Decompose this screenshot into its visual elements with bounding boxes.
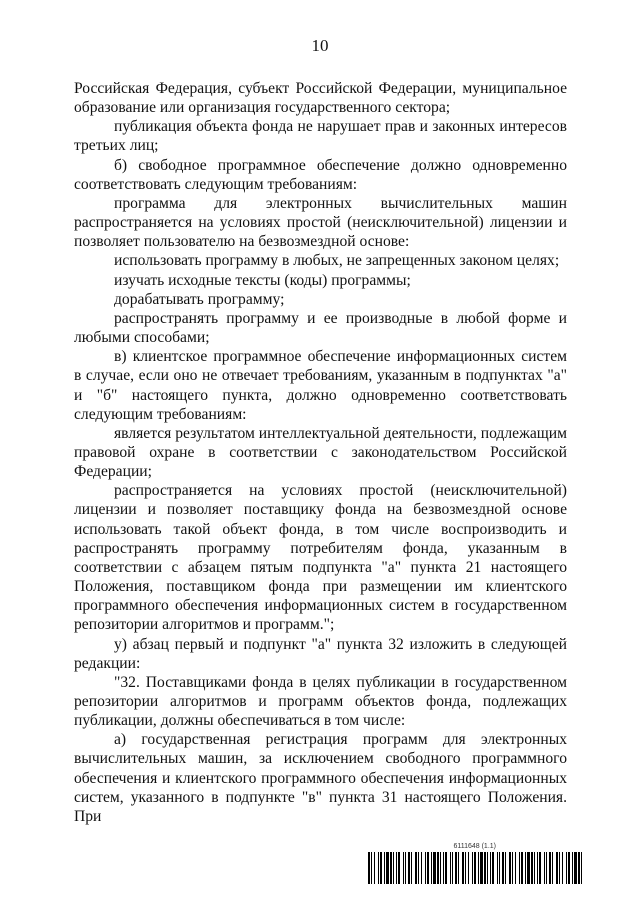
paragraph: публикация объекта фонда не нарушает прав и законных интересов третьих лиц; [74,118,567,155]
paragraph: в) клиентское программное обеспечение информационных систем в случае, если оно не отвечает требованиям, указанным в подпунктах "а" и "б" настоящего пункта, должно одновременно соответствовать следующим требованиям: [74,348,567,423]
barcode-block [368,843,584,884]
page-number: 10 [311,36,329,55]
paragraph: распространять программу и ее производные в любой форме и любыми способами; [74,309,567,347]
paragraph: у) абзац первый и подпункт "а" пункта 32 изложить в следующей редакции: [74,635,567,672]
barcode-icon [368,852,584,884]
paragraph: использовать программу в любых, не запрещенных законом целях; [114,252,560,270]
paragraph: распространяется на условиях простой (неисключительной) лицензии и позволяет поставщику фонда на безвозмездной основе использовать такой объект фонда, в том числе воспроизводить и распространять программу потребителям фонда, указанным в соответствии с абзацем пятым подпункта "а" пункта 21 настоящего Положения, поставщиком фонда при размещении им клиентского программного обеспечения информационных систем в государственном репозитории алгоритмов и программ."; [74,482,567,634]
body-text [74,79,567,826]
paragraph: а) государственная регистрация программ для электронных вычислительных машин, за исключением свободного программного обеспечения и клиентского программного обеспечения информационных систем, указанного в подпункте "в" пункта 31 настоящего Положения. При [74,731,567,825]
paragraph: б) свободное программное обеспечение должно одновременно соответствовать следующим требованиям: [74,156,567,193]
paragraph: программа для электронных вычислительных машин распространяется на условиях простой (неисключительной) лицензии и позволяет пользователю на безвозмездной основе: [74,194,567,251]
paragraph: Российская Федерация, субъект Российской Федерации, муниципальное образование или организация государственного сектора; [74,80,567,117]
paragraph: дорабатывать программу; [114,290,285,308]
paragraph: "32. Поставщиками фонда в целях публикации в государственном репозитории алгоритмов и программ объектов фонда, подлежащих публикации, должны обеспечиваться в том числе: [74,673,567,730]
barcode-id: 6111648 (1.1) [453,843,496,850]
paragraph: является результатом интеллектуальной деятельности, подлежащим правовой охране в соответствии с законодательством Российской Федерации; [74,424,567,481]
paragraph: изучать исходные тексты (коды) программы; [114,271,411,289]
